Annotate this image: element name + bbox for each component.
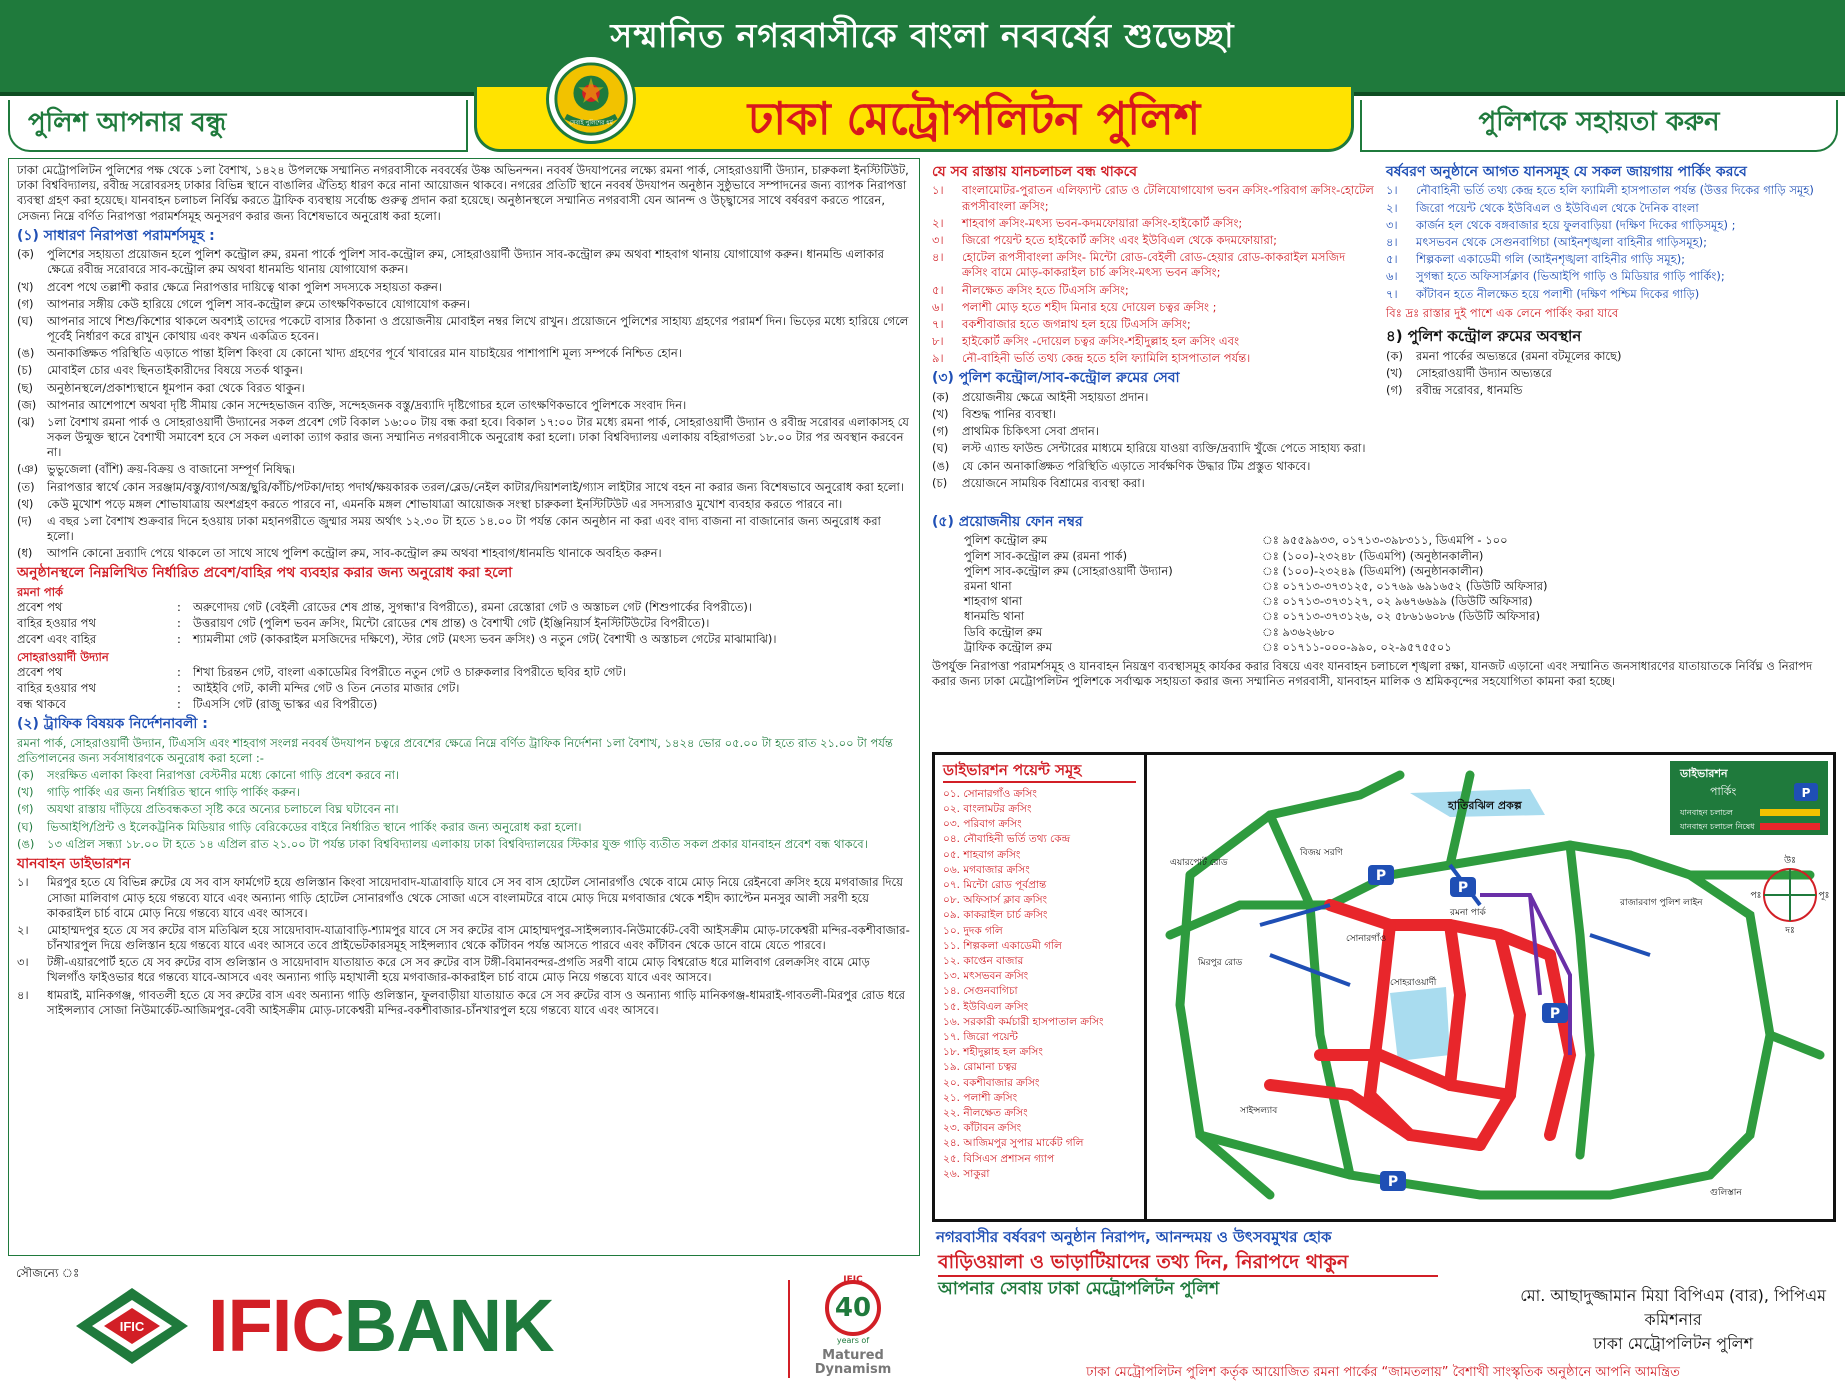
- anniversary-badge: [798, 1275, 908, 1380]
- ific-logo-icon: [72, 1284, 192, 1368]
- anniversary-circle: [825, 1275, 881, 1336]
- phone-row: ডিবি কন্ট্রোল রুম ঃ ৯৩৬২৬৮০: [964, 624, 1335, 639]
- left-heading-box: [8, 100, 468, 152]
- control-room-heading: (৩) পুলিশ কন্ট্রোল/সাব-কন্ট্রোল রুমের সেবা: [932, 370, 1180, 387]
- list-item: ৬। পলাশী মোড় হতে শহীদ মিনার হয়ে দোয়েল চত্বর ক্রসিং ;: [932, 299, 1217, 314]
- map-label: রমনা পার্ক: [1450, 908, 1486, 918]
- svg-text:P: P: [1375, 868, 1387, 884]
- slogan-signature-area: [928, 1226, 1838, 1386]
- closed-roads-list: [932, 183, 1374, 366]
- map-label: বিজয় সরণি: [1300, 848, 1343, 858]
- list-item: (ত) নিরাপত্তার স্বার্থে কোন সরঞ্জাম/বস্তু/ব্যাগ/অস্ত্র/ছুরি/কাঁচি/পটকা/দাহ্য পদার্থ/ক্ষয়কারক তরল/ব্লেড/নেইল কাটার/দিয়াশলাই/গ্যাস লাইটার সাথে বহন না করার জন্য বিশেষভাবে অনুরোধ করা হলো।: [17, 479, 905, 494]
- gate-row: প্রবেশ এবং বাহির : শ্যামলীমা গেট (কাকরাইল মসজিদের দক্ষিণে), স্টার গেট (মৎস্য ভবন ক্রসিং) ও নতুন গেট( বৈশাখী ও অস্তাচল গেটের মাঝামাঝি)।: [17, 632, 777, 647]
- svg-text:P: P: [1549, 1006, 1561, 1022]
- control-location-list: [1386, 349, 1834, 399]
- list-item: (গ) অযথা রাস্তায় দাঁড়িয়ে প্রতিবন্ধকতা সৃষ্টি করে অন্যের চলাচলে বিঘ্ন ঘটাবেন না।: [17, 802, 399, 817]
- anniv-number: 40: [834, 1293, 872, 1323]
- bank-name-part2: BANK: [343, 1284, 554, 1367]
- phones-heading: (৫) প্রয়োজনীয় ফোন নম্বর: [932, 514, 1083, 530]
- diversion-point: ১৬. সরকারী কর্মচারী হাসপাতাল ক্রসিং: [943, 1015, 1104, 1028]
- parking-icon: [1450, 877, 1476, 897]
- parking-icon: [1542, 1003, 1568, 1023]
- sponsor-divider: [788, 1280, 790, 1378]
- diversion-point: ০৫. শাহবাগ ক্রসিং: [943, 848, 1021, 861]
- list-item: (ছ) অনুষ্ঠানস্থলে/প্রকাশ্যস্থানে ধূমপান করা থেকে বিরত থাকুন।: [17, 380, 305, 395]
- anniv-tag1: Matured: [822, 1347, 884, 1363]
- compass-east: পূঃ: [1818, 891, 1830, 901]
- phone-row: ধানমন্ডি থানা ঃ ০১৭১৩-৩৭৩১২৬, ০২ ৫৮৬১৬০৮৬ (ডিউটি অফিসার): [964, 609, 1541, 624]
- list-item: (থ) কেউ মুখোশ পড়ে মঙ্গল শোভাযাত্রায় অংশগ্রহণ করতে পারবে না, এমনকি মঙ্গল শোভাযাত্রা আয়োজক সংস্থা চারুকলা ইনস্টিটিউট এর সদস্যরাও মুখোশ ব্যবহার করতে পারবে না।: [17, 496, 843, 511]
- diversion-list: [17, 875, 911, 1018]
- list-item: (ক) সংরক্ষিত এলাকা কিংবা নিরাপত্তা বেস্টনীর মধ্যে কোনো গাড়ি প্রবেশ করবে না।: [17, 768, 400, 783]
- list-item: ৩। জিরো পয়েন্ট হতে হাইকোর্ট ক্রসিং এবং ইউবিএল থেকে কদমফোয়ারা;: [932, 232, 1278, 247]
- list-item: ৪। মৎসভবন থেকে সেগুনবাগিচা (আইনশৃঙ্খলা বাহিনীর গাড়িসমূহ);: [1386, 234, 1708, 249]
- signature-block: [1520, 1284, 1826, 1356]
- diversion-points-heading: ডাইভারশন পয়েন্ট সমূহ: [943, 761, 1136, 783]
- diversion-point: ২৫. বিসিএস প্রশাসন গ্যাপ: [943, 1152, 1055, 1165]
- anniv-years: years of: [836, 1336, 870, 1345]
- list-item: (ঝ) ১লা বৈশাখ রমনা পার্ক ও সোহরাওয়ার্দী উদ্যানের সকল প্রবেশ গেট বিকাল ১৬:০০ টায় বন্ধ করা হবে। বিকাল ১৭:০০ টার মধ্যে রমনা পার্ক, সোহরাওয়ার্দী উদ্যান ও রবীন্দ্র সরোবর এলাকাসহ যে সকল উন্মুক্ত স্থানে বৈশাখী সমাবেশ হবে সে সকল এলাকা ত্যাগ করার জন্য সম্মানিত নগরবাসীকে অনুরোধ করা হলো। ঢাকা বিশ্ববিদ্যালয় এলাকায় বহিরাগতরা ১৮.০০ টার পর অবস্থান করবেন না।: [17, 414, 909, 460]
- slogan-3: আপনার সেবায় ঢাকা মেট্রোপলিটন পুলিশ: [938, 1279, 1220, 1299]
- diversion-point: ১৪. সেগুনবাগিচা: [943, 985, 1018, 998]
- phones-list: [932, 533, 1834, 654]
- right-heading-box: [1360, 100, 1838, 152]
- traffic-heading: (২) ট্রাফিক বিষয়ক নির্দেশনাবলী :: [17, 716, 208, 733]
- list-item: ৫। নীলক্ষেত ক্রসিং হতে টিএসসি ক্রসিং;: [932, 282, 1129, 297]
- control-room-list: [932, 390, 1374, 491]
- ramna-heading: রমনা পার্ক: [17, 584, 64, 599]
- intro-text: ঢাকা মেট্রোপলিটন পুলিশের পক্ষ থেকে ১লা বৈশাখ, ১৪২৪ উপলক্ষে সম্মানিত নগরবাসীকে নববর্ষের উষ্ণ অভিনন্দন। নববর্ষ উদযাপনের লক্ষ্যে রমনা পার্ক, সোহরাওয়ার্দী উদ্যান, চারুকলা ইনস্টিটিউট, ঢাকা বিশ্ববিদ্যালয়, রবীন্দ্র সরোবরসহ ঢাকার বিভিন্ন স্থানে বাঙালির ঐতিহ্য ধারণ করে নানা আয়োজন থাকবে। নগরের প্রতিটি স্থানে নববর্ষ উদযাপন অনুষ্ঠান সুষ্ঠুভাবে সম্পাদনের জন্য ব্যাপক নিরাপত্তা ব্যবস্থা গ্রহণ করা হয়েছে। যানবাহন চলাচল নির্বিঘ্ন করতে ট্রাফিক ব্যবস্থায় সর্বোচ্চ গুরুত্ব প্রদান করা হয়েছে। অনুষ্ঠানস্থলে সম্মানিত নগরবাসী যেন আনন্দ ও উচ্ছ্বাসের সাথে বর্ষবরণ করতে পারেন, সেজন্য নিম্নে বর্ণিত নিরাপত্তা পরামর্শসমূহ অনুসরণ করার জন্য বিশেষভাবে অনুরোধ করা হলো।: [17, 163, 909, 223]
- parking-list: [1386, 183, 1834, 301]
- phone-row: পুলিশ সাব-কন্ট্রোল রুম (রমনা পার্ক) ঃ (১০০)-২৩২৪৮ (ডিএমপি) (অনুষ্ঠানকালীন): [964, 548, 1484, 563]
- diversion-point: ০১. সোনারগাঁও ক্রসিং: [943, 787, 1037, 800]
- traffic-list: [17, 768, 911, 852]
- parking-icon: [1368, 865, 1394, 885]
- diversion-point: ০৭. মিন্টো রোড পূর্বপ্রান্ত: [943, 879, 1047, 892]
- diversion-point: ২২. নীলক্ষেত ক্রসিং: [943, 1107, 1028, 1120]
- suhrawardy-gates: [17, 665, 911, 713]
- legend-allowed-swatch: [1760, 809, 1820, 816]
- list-item: ৪। ধামরাই, মানিকগঞ্জ, গাবতলী হতে যে সব রুটের বাস এবং অন্যান্য গাড়ি গুলিস্তান, ফুলবাড়ীয়া যাতায়াত করে সে সব রুটের বাস ও অন্যান্য গাড়ি মানিকগঞ্জ-ধামরাই-গাবতলী-মিরপুর রোড ধরে সাইন্সল্যাব সোজা নিউমার্কেট-আজিমপুর-বেবী আইসক্রীম মোড়-ঢাকেশ্বরী মন্দির-বকশীবাজার-চাঁনখারপুল হয়ে গন্তব্যে যাবে এবং আসবে।: [17, 987, 905, 1017]
- cooperation-text: উপর্যুক্ত নিরাপত্তা পরামর্শসমূহ ও যানবাহন নিয়ন্ত্রণ ব্যবস্থাসমূহ কার্যকর করার বিষয়ে এবং যানবাহন চলাচলে শৃঙ্খলা রক্ষা, যানজট এড়ানো এবং সম্মানিত জনসাধারণের যাতায়াতকে নির্বিঘ্ন ও নিরাপদ করার জন্য ঢাকা মেট্রোপলিটন পুলিশকে সর্বাত্মক সহায়তা করার জন্য সম্মানিত নগরবাসী, যানবাহন মালিক ও শ্রমিকবৃন্দের সহযোগিতা কামনা করা হচ্ছে।: [932, 658, 1813, 689]
- list-item: (খ) গাড়ি পার্কিং এর জন্য নির্ধারিত স্থানে গাড়ি পার্কিং করুন।: [17, 785, 300, 800]
- list-item: ৯। নৌ-বাহিনী ভর্তি তথ্য কেন্দ্র হতে হলি ফ্যামিলি হাসপাতাল পর্যন্ত।: [932, 351, 1251, 366]
- list-item: (গ) রবীন্দ্র সরোবর, ধানমন্ডি: [1386, 382, 1523, 397]
- legend-closed-swatch: [1760, 823, 1820, 830]
- phone-row: রমনা থানা ঃ ০১৭১৩-৩৭৩১২৫, ০১৭৬৯ ৬৯১৬৫২ (ডিউটি অফিসার): [964, 578, 1548, 593]
- map-label: গুলিস্তান: [1710, 1188, 1742, 1198]
- list-item: ৭। বকশীবাজার হতে জগন্নাথ হল হয়ে টিএসসি ক্রসিং;: [932, 316, 1191, 331]
- left-column: [8, 158, 920, 1256]
- legend-allowed: যানবাহন চলাচল: [1680, 808, 1733, 817]
- list-item: ৩। কার্জন হল থেকে বঙ্গবাজার হয়ে ফুলবাড়িয়া (দক্ষিণ দিকের গাড়িসমূহ) ;: [1386, 217, 1736, 232]
- control-location-heading: ৪) পুলিশ কন্ট্রোল রুমের অবস্থান: [1386, 326, 1582, 345]
- traffic-intro: রমনা পার্ক, সোহরাওয়ার্দী উদ্যান, টিএসসি এবং শাহবাগ সংলগ্ন নববর্ষ উদযাপন চত্বরে প্রবেশের ক্ষেত্রে নিম্নে বর্ণিত ট্রাফিক নির্দেশনা ১লা বৈশাখ, ১৪২৪ ভোর ০৫.০০ টা হতে রাত ২১.০০ টা পর্যন্ত প্রতিপালনের জন্য সর্বসাধারণকে অনুরোধ করা হলো :-: [17, 735, 893, 765]
- diversion-point: ১৯. রোমানা চত্বর: [943, 1061, 1017, 1074]
- svg-text:P: P: [1387, 1174, 1399, 1190]
- police-emblem-icon: [552, 60, 630, 138]
- compass-west: পঃ: [1750, 891, 1762, 901]
- list-item: (ঙ) যে কোন অনাকাঙ্ক্ষিত পরিস্থিতি এড়াতে সার্বক্ষণিক উদ্ধার টিম প্রস্তুত থাকবে।: [932, 458, 1311, 473]
- org-title: ঢাকা মেট্রোপলিটন পুলিশ: [747, 92, 1201, 145]
- signatory-title: কমিশনার: [1644, 1310, 1702, 1329]
- list-item: ৬। সুগন্ধা হতে অফিসার্সক্লাব (ভিআইপি গাড়ি ও মিডিয়ার গাড়ি পার্কিং);: [1386, 269, 1725, 284]
- svg-text:P: P: [1457, 880, 1469, 896]
- diversion-point: ০৬. মগবাজার ক্রসিং: [943, 863, 1030, 876]
- compass-north: উঃ: [1784, 856, 1796, 866]
- parking-icon: [1380, 1171, 1406, 1191]
- list-item: (ধ) আপনি কোনো দ্রব্যাদি পেয়ে থাকলে তা সাথে সাথে পুলিশ কন্ট্রোল রুম, সাব-কন্ট্রোল রুম অথবা শাহবাগ/ধানমন্ডি থানাকে অবহিত করুন।: [17, 546, 662, 561]
- gate-row: বন্ধ থাকবে : টিএসসি গেট (রাজু ভাস্কর এর বিপরীতে): [17, 697, 378, 712]
- list-item: ১। মিরপুর হতে যে বিভিন্ন রুটের যে সব বাস ফার্মগেট হয়ে গুলিস্তান কিংবা সায়েদাবাদ-যাত্রাবাড়ি যাবে সে সব বাস হোটেল সোনারগাঁও থেকে বামে মোড় নিয়ে রেইনবো ক্রসিং হয়ে মগবাজার দিয়ে সোজা মালিবাগ মোড় হয়ে গন্তব্যে যাবে এবং অন্যান্য গাড়ি হোটেল সোনারগাঁও থেকে সোজা এসে বাংলামটরে বামে মোড় দিয়ে মগবাজার থেকে শহীদ ক্যাপ্টেন মনসুর আলী সরণী হয়ে কাকরাইল চার্চ বামে মোড় নিয়ে গন্তব্যে যাবে এবং আসবে।: [17, 875, 903, 920]
- diversion-map-box: [932, 752, 1836, 1222]
- diversion-point: ২১. পলাশী ক্রসিং: [943, 1091, 1018, 1104]
- list-item: ৮। হাইকোর্ট ক্রসিং -দোয়েল চত্বর ক্রসিং-শহীদুল্লাহ হল ক্রসিং এবং: [932, 334, 1240, 349]
- list-item: ১। বাংলামোটর-পুরাতন এলিফ্যান্ট রোড ও টেলিযোগাযোগ ভবন ক্রসিং-পরিবাগ ক্রসিং-হোটেল রূপসীবাংলা ক্রসিং;: [932, 183, 1374, 213]
- map-label: রাজারবাগ পুলিশ লাইন: [1620, 898, 1703, 908]
- list-item: (গ) আপনার সঙ্গীয় কেউ হারিয়ে গেলে পুলিশ সাব-কন্ট্রোল রুমে তাৎক্ষণিকভাবে যোগাযোগ করুন।: [17, 296, 471, 311]
- diversion-point: ১৮. শহীদুল্লাহ হল ক্রসিং: [943, 1046, 1043, 1059]
- parking-heading: বর্ষবরণ অনুষ্ঠানে আগত যানসমূহ যে সকল জায়গায় পার্কিং করবে: [1386, 164, 1747, 180]
- list-item: (ক) প্রয়োজনীয় ক্ষেত্রে আইনী সহায়তা প্রদান।: [932, 389, 1149, 404]
- phone-row: পুলিশ সাব-কন্ট্রোল রুম (সোহরাওয়ার্দী উদ্যান) ঃ (১০০)-২৩২৪৯ (ডিএমপি) (অনুষ্ঠানকালীন): [964, 563, 1484, 578]
- diversion-point: ১৭. জিরো পয়েন্ট: [943, 1031, 1018, 1044]
- list-item: ৭। কাঁটাবন হতে নীলক্ষেত হয়ে পলাশী (দক্ষিণ পশ্চিম দিকের গাড়ি): [1386, 286, 1700, 301]
- bank-name: [208, 1286, 554, 1366]
- dmp-logo: [546, 54, 636, 144]
- list-item: (চ) প্রয়োজনে সাময়িক বিশ্রামের ব্যবস্থা করা।: [932, 475, 1145, 490]
- diversion-point: ১১. শিল্পকলা একাডেমী গলি: [943, 939, 1062, 952]
- general-advice-list: [17, 247, 911, 561]
- list-item: ৫। শিল্পকলা একাডেমী গলি (আইনশৃঙ্খলা বাহিনীর গাড়ি সমূহ);: [1386, 252, 1686, 267]
- ific-diamond-text: IFIC: [119, 1319, 145, 1334]
- diversion-point: ০৮. অফিসার্স ক্লাব ক্রসিং: [943, 894, 1048, 907]
- list-item: (খ) প্রবেশ পথে তল্লাশী করার ক্ষেত্রে নিরাপত্তার দায়িত্বে থাকা পুলিশ সদস্যকে সহায়তা করুন।: [17, 279, 442, 294]
- diversion-point: ২৪. আজিমপুর সুপার মার্কেট গলি: [943, 1137, 1084, 1150]
- list-item: (ঘ) ভিআইপি/প্রিন্ট ও ইলেকট্রনিক মিডিয়ার গাড়ি বেরিকেডের বাইরে নির্ধারিত স্থানে পার্কিং করার জন্য অনুরোধ করা হলো।: [17, 819, 582, 834]
- list-item: ১। নৌবাহিনী ভর্তি তথ্য কেন্দ্র হতে হলি ফ্যামিলী হাসপাতাল পর্যন্ত (উত্তর দিকের গাড়ি সমূহ): [1386, 183, 1814, 198]
- suhrawardy-heading: সোহরাওয়ার্দী উদ্যান: [17, 649, 109, 664]
- map-label: সাইন্সল্যাব: [1240, 1106, 1278, 1116]
- diversion-point: ০২. বাংলামটর ক্রসিং: [943, 803, 1032, 815]
- parking-note: বিঃ দ্রঃ রাস্তার দুই পাশে এক লেনে পার্কিং করা যাবে: [1386, 305, 1619, 320]
- ramna-gates: [17, 600, 911, 648]
- list-item: (ঙ) অনাকাঙ্ক্ষিত পরিস্থিতি এড়াতে পান্তা ইলিশ কিংবা যে কোনো খাদ্য গ্রহণের পূর্বে খাবারের মান যাচাইয়ের পাশাপাশি মূল্য সম্পর্কে নিশ্চিত হোন।: [17, 346, 682, 361]
- list-item: (খ) সোহরাওয়ার্দী উদ্যান অভ্যন্তরে: [1386, 365, 1552, 380]
- sponsor-label: সৌজন্যে ঃ: [16, 1266, 80, 1280]
- top-banner: [0, 0, 1845, 96]
- diversion-point: ০৪. নৌবাহিনী ভর্তি তথ্য কেন্দ্র: [943, 833, 1071, 846]
- diversion-points-list: [935, 755, 1147, 1219]
- list-item: (গ) প্রাথমিক চিকিৎসা সেবা প্রদান।: [932, 424, 1099, 439]
- legend-closed: যানবাহন চলাচল নিষেধ: [1680, 822, 1755, 831]
- slogan-2: বাড়িওয়ালা ও ভাড়াটিয়াদের তথ্য দিন, নিরাপদে থাকুন: [938, 1250, 1438, 1277]
- diversion-point: ১৩. মৎসভবন ক্রসিং: [943, 970, 1029, 983]
- legend-parking: পার্কিং: [1710, 785, 1737, 798]
- map-label: সোনারগাঁও: [1346, 934, 1387, 944]
- map-label: হাতিরঝিল প্রকল্প: [1448, 799, 1522, 812]
- diversion-point: ২০. বকশীবাজার ক্রসিং: [943, 1076, 1040, 1089]
- phone-row: পুলিশ কন্ট্রোল রুম ঃ ৯৫৫৯৯৩৩, ০১৭১৩-৩৯৮৩১১, ডিএমপি - ১০০: [964, 533, 1508, 548]
- list-item: (ক) রমনা পার্কের অভ্যন্তরে (রমনা বটমূলের কাছে): [1386, 348, 1622, 363]
- anniv-tag2: Dynamism: [814, 1361, 892, 1377]
- list-item: ৪। হোটেল রূপসীবাংলা ক্রসিং- মিন্টো রোড-বেইলী রোড-হেয়ার রোড-কাকরাইল মসজিদ ক্রসিং বামে মোড়-কাকরাইল চার্চ ক্রসিং-মৎস্য ভবন ক্রসিং;: [932, 250, 1346, 280]
- slogan-1: নগরবাসীর বর্ষবরণ অনুষ্ঠান নিরাপদ, আনন্দময় ও উৎসবমুখর হোক: [936, 1228, 1332, 1246]
- list-item: (চ) মোবাইল চোর এবং ছিনতাইকারীদের বিষয়ে সতর্ক থাকুন।: [17, 363, 303, 378]
- list-item: (খ) বিশুদ্ধ পানির ব্যবস্থা।: [932, 407, 1057, 421]
- gate-row: প্রবেশ পথ : শিখা চিরন্তন গেট, বাংলা একাডেমির বিপরীতে নতুন গেট ও চারুকলার বিপরীতে ছবির হাট গেট।: [17, 664, 626, 679]
- ramna-lake: [1390, 987, 1450, 1061]
- phone-row: ট্রাফিক কন্ট্রোল রুম ঃ ০১৭১১-০০০-৯৯০, ০২-৯৫৭৫৫০১: [964, 639, 1452, 654]
- list-item: (ঘ) আপনার সাথে শিশু/কিশোর থাকলে অবশ্যই তাদের পকেটে বাসার ঠিকানা ও প্রয়োজনীয় মোবাইল নম্বর লিখে রাখুন। প্রয়োজনে পুলিশের সাহায্য গ্রহণের পরামর্শ দিন। ভিড়ের মধ্যে হারিয়ে গেলে পূর্বেই নির্ধারণ করে রাখুন কোথায় এবং কখন একত্রিত হবেন।: [17, 313, 909, 344]
- diversion-point: ১০. দুদক গলি: [943, 924, 1003, 937]
- map-label: এয়ারপোর্ট রোড: [1170, 858, 1228, 868]
- legend-title: ডাইভারশন: [1680, 767, 1728, 780]
- map-legend: [1670, 761, 1828, 835]
- gate-row: বাহির হওয়ার পথ : আইইবি গেট, কালী মন্দির গেট ও তিন নেতার মাজার গেট।: [17, 680, 460, 695]
- diversion-point: ১২. কাপ্তেন বাজার: [943, 955, 1024, 968]
- traffic-map: [1150, 755, 1833, 1219]
- closed-roads-heading: যে সব রাস্তায় যানচলাচল বন্ধ থাকবে: [932, 164, 1138, 180]
- map-label: মিরপুর রোড: [1198, 958, 1243, 968]
- phone-row: শাহবাগ থানা ঃ ০১৭১৩-৩৭৩১২৭, ০২ ৯৬৭৬৬৯৯ (ডিউটি অফিসার): [964, 594, 1533, 609]
- list-item: ২। শাহবাগ ক্রসিং-মৎস্য ভবন-কদমফোয়ারা ক্রসিং-হাইকোর্ট ক্রসিং;: [932, 215, 1243, 230]
- map-label: সোহরাওয়ার্দী: [1390, 978, 1437, 988]
- bank-name-part1: IFIC: [208, 1284, 344, 1367]
- list-item: (দ) এ বছর ১লা বৈশাখ শুক্রবার দিনে হওয়ায় ঢাকা মহানগরীতে জুম্মার সময় অর্থাৎ ১২.৩০ টা হতে ১৪.০০ টা পর্যন্ত কোন অনুষ্ঠান না করা এবং বাদ্য বাজনা না বাজানোর জন্য অনুরোধ করা হলো।: [17, 513, 881, 544]
- list-item: ৩। টঙ্গী-এয়ারপোর্ট হতে যে সব রুটের বাস গুলিস্তান ও সায়েদাবাদ যাতায়াত করে সে সব রুটের বাস টঙ্গী-বিমানবন্দর-প্রগতি সরণী বামে মোড় বিশ্বরোড ধরে মালিবাগ রেলক্রসিং বামে মোড় খিলগাঁও ফাইওভার ধরে গন্তব্যে যাবে-আসবে এবং অন্যান্য গাড়ি মহাখালী হয়ে মগবাজার-কাকরাইল চার্চ বামে মোড় নিয়ে গন্তব্যে যাবে এবং আসবে।: [17, 955, 870, 985]
- list-item: (ক) পুলিশের সহায়তা প্রয়োজন হলে পুলিশ কন্ট্রোল রুম, রমনা পার্কে পুলিশ সাব-কন্ট্রোল রুম, সোহরাওয়ার্দী উদ্যান সাব-কন্ট্রোল রুম অথবা শাহবাগ থানায় যোগাযোগ করুন। ধানমন্ডি এলাকার ক্ষেত্রে রবীন্দ্র সরোবরে সাব-কন্ট্রোল রুম অথবা ধানমন্ডি থানায় যোগাযোগ করুন।: [17, 247, 884, 277]
- diversion-point: ০৩. পরিবাগ ক্রসিং: [943, 818, 1022, 831]
- diversion-point: ২৬. সাকুরা: [943, 1167, 990, 1180]
- list-item: (ঞ) ভুভুজেলা (বাঁশি) ক্রয়-বিক্রয় ও বাজানো সম্পূর্ণ নিষিদ্ধ।: [17, 462, 296, 477]
- signatory-name: মো. আছাদুজ্জামান মিয়া বিপিএম (বার), পিপিএম: [1520, 1286, 1826, 1305]
- list-item: (ঘ) লস্ট এ্যান্ড ফাউন্ড সেন্টারের মাধ্যমে হারিয়ে যাওয়া ব্যক্তি/দ্রব্যাদি খুঁজে পেতে সাহায্য করা।: [932, 441, 1366, 456]
- logo-motto: সেবাই পুলিশের ধর্ম: [569, 120, 613, 127]
- right-column: [1382, 158, 1838, 548]
- invitation-text: ঢাকা মেট্রোপলিটন পুলিশ কর্তৃক আয়োজিত রমনা পার্কের “জামতলায়” বৈশাখী সাংস্কৃতিক অনুষ্ঠানে আপনি আমন্ত্রিত: [1086, 1365, 1680, 1380]
- diversion-heading: যানবাহন ডাইভারশন: [17, 855, 131, 872]
- entry-exit-heading: অনুষ্ঠানস্থলে নিম্নলিখিত নির্ধারিত প্রবেশ/বাহির পথ ব্যবহার করার জন্য অনুরোধ করা হলো: [17, 565, 513, 582]
- list-item: (জ) আপনার আশেপাশে অথবা দৃষ্টি সীমায় কোন সন্দেহভাজন ব্যক্তি, সন্দেহজনক বস্তু/দ্রব্যাদি দৃষ্টিগোচর হলে তাৎক্ষণিকভাবে পুলিশকে সংবাদ দিন।: [17, 397, 687, 412]
- signatory-org: ঢাকা মেট্রোপলিটন পুলিশ: [1593, 1334, 1754, 1353]
- diversion-point: ২৩. কাঁটাবন ক্রসিং: [943, 1122, 1022, 1135]
- general-advice-heading: (১) সাধারণ নিরাপত্তা পরামর্শসমূহ :: [17, 227, 215, 244]
- diversion-point: ০৯. কাকরাইল চার্চ ক্রসিং: [943, 909, 1048, 922]
- anniv-top: IFIC: [843, 1275, 863, 1285]
- greeting-title: সম্মানিত নগরবাসীকে বাংলা নববর্ষের শুভেচ্ছা: [610, 16, 1235, 55]
- gate-row: বাহির হওয়ার পথ : উত্তরায়ণ গেট (পুলিশ ভবন ক্রসিং, মিন্টো রোডের শেষ প্রান্ত) ও বৈশাখী গেট (ইঞ্জিনিয়ার্স ইনস্টিটিউটের বিপরীতে)।: [17, 616, 710, 631]
- list-item: (ঙ) ১৩ এপ্রিল সন্ধ্যা ১৮.০০ টা হতে ১৪ এপ্রিল রাত ২১.০০ টা পর্যন্ত ঢাকা বিশ্ববিদ্যালয় এলাকায় ঢাকা বিশ্ববিদ্যালয়ের স্টিকার যুক্ত গাড়ি ব্যতীত সকল প্রকার যানবাহন প্রবেশ বন্ধ থাকবে।: [17, 836, 868, 851]
- left-heading: পুলিশ আপনার বন্ধু: [28, 108, 227, 138]
- diversion-point: ১৫. ইউবিএল ক্রসিং: [943, 1000, 1029, 1013]
- list-item: ২। মোহাম্মদপুর হতে যে সব রুটের বাস মতিঝিল হয়ে সায়েদাবাদ-যাত্রাবাড়ি-শ্যামপুর যাবে সে সব রুটের বাস মোহাম্মদপুর-সাইন্সল্যাব-নিউমার্কেট-বেবী আইসক্রীম মোড়-ঢাকেশ্বরী মন্দির-বকশীবাজার-চাঁনখারপুল দিয়ে গুলিস্তান হয়ে গন্তব্যে যাবে এবং আসবে তবে প্রাইভেটকারসমূহ সাইন্সল্যাব থেকে কাঁটাবন পর্যন্ত আসতে পারবে এবং কাঁটাবন থেকে ডানে বামে যেতে পারবে।: [17, 922, 910, 953]
- sponsor-area: [8, 1262, 920, 1382]
- gate-row: প্রবেশ পথ : অরুণোদয় গেট (বেইলী রোডের শেষ প্রান্ত, সুগন্ধা'র বিপরীতে), রমনা রেস্তোরা গেট ও অস্তাচল গেট (শিশুপার্কের বিপরীতে)।: [17, 600, 752, 615]
- svg-text:P: P: [1801, 786, 1811, 800]
- compass-south: দঃ: [1785, 926, 1795, 936]
- right-heading: পুলিশকে সহায়তা করুন: [1478, 107, 1720, 137]
- list-item: ২। জিরো পয়েন্ট থেকে ইউবিএল ও ইউবিএল থেকে দৈনিক বাংলা: [1386, 200, 1699, 215]
